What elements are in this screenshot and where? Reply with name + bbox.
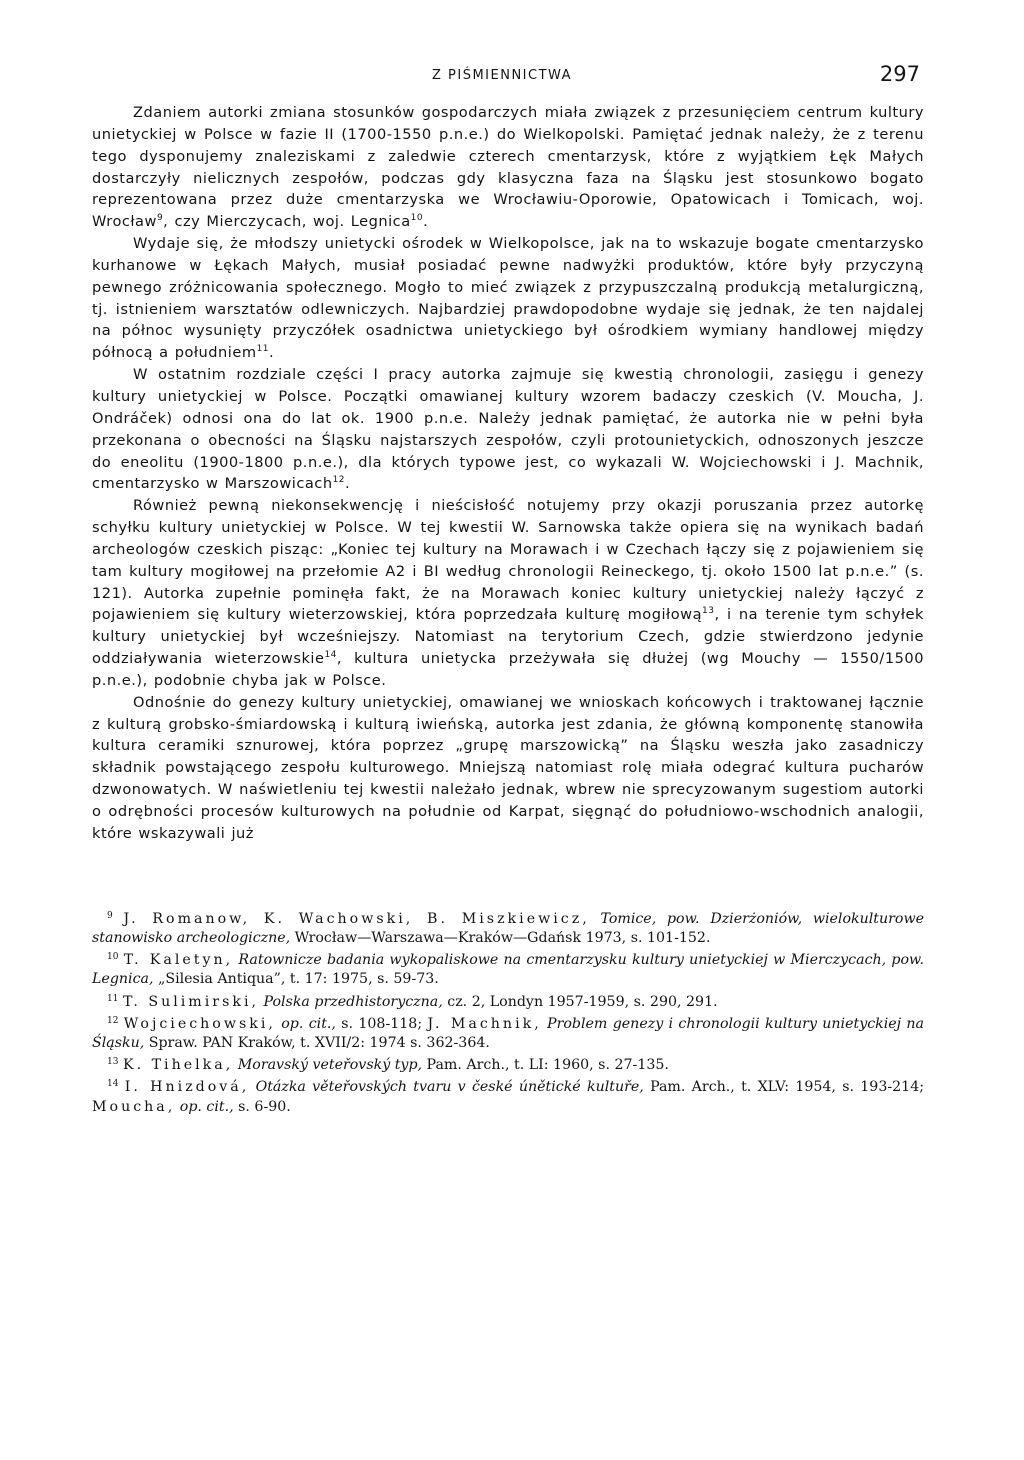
footnote-reference: 10: [410, 213, 424, 224]
footnote-text: op. cit.,: [275, 1015, 336, 1032]
footnote-text: cz. 2, Londyn 1957-1959, s. 290, 291.: [442, 993, 718, 1010]
footnote-text: J. Machnik,: [427, 1015, 542, 1032]
paragraph: [92, 102, 924, 233]
footnote-number: 10: [107, 952, 119, 963]
footnote-text: Wojciechowski,: [123, 1015, 276, 1032]
footnotes: [92, 907, 924, 1117]
footnote-text: Otázka větеřovských tvaru v české únětické kultuře,: [249, 1079, 644, 1096]
footnote-text: T. Kaletyn,: [123, 952, 234, 969]
footnote-text: Ratownicze badania wykopaliskowe na cmentarzysku kultury unietyckiej w Mierczycach, pow. Legnica,: [92, 952, 924, 988]
paragraph: [92, 364, 924, 495]
footnote-text: Tomice, pow. Dzierżoniów, wielokulturowe stanowisko archeologiczne,: [92, 910, 924, 946]
paragraph: [92, 692, 924, 845]
footnote-text: Polska przedhistoryczna,: [259, 993, 443, 1010]
footnote-text: „Silesia Antiqua”, t. 17: 1975, s. 59-73.: [153, 971, 439, 988]
text-run: Wydaje się, że młodszy unietycki ośrodek w Wielkopolsce, jak na to wskazuje bogate cmentarzysko kurhanowe w Łękach Małych, musiał posiadać pewne nadwyżki produktów, które były przyczyną pewnego zróżnicowania społecznego. Mogło to mieć związek z przypuszczalną produkcją metalurgiczną, tj. istnieniem warsztatów odlewniczych. Najbardziej prawdopodobne wydaje się jednak, że ten najdalej na północ wysunięty przyczółek osadnictwa unietyckiego był ośrodkiem wymiany handlowej między północą a południem: [92, 235, 924, 362]
text-run: .: [423, 213, 429, 231]
footnote-text: I. Hnizdová,: [124, 1079, 250, 1096]
footnote-text: T. Sulimirski,: [122, 993, 259, 1010]
footnote-reference: 12: [332, 475, 346, 486]
text-run: .: [269, 344, 275, 362]
text-run: Zdaniem autorki zmiana stosunków gospodarczych miała związek z przesunięciem centrum kultury unietyckiej w Polsce w fazie II (1700-1550 p.n.e.) do Wielkopolski. Pamiętać jednak należy, że z terenu tego dysponujemy znaleziskami z zaledwie czterech cmentarzysk, które z wyjątkiem Łęk Małych dostarczyły nielicznych zespołów, podczas gdy klasyczna faza na Śląsku jest stosunkowo bogato reprezentowana przez duże cmentarzyska we Wrocławiu-Oporowie, Opatowicach i Tomicach, woj. Wrocław: [92, 104, 924, 231]
text-run: W ostatnim rozdziale części I pracy autorka zajmuje się kwestią chronologii, zasięgu i genezy kultury unietyckiej w Polsce. Początki omawianej kultury wzorem badaczy czeskich (V. Moucha, J. Ondráček) odnosi ona do lat ok. 1900 p.n.e. Należy jednak pamiętać, że autorka nie w pełni była przekonana o obecności na Śląsku najstarszych zespołów, czyli protounietyckich, odnoszonych jeszcze do eneolitu (1900-1800 p.n.e.), dla których typowe jest, co wykazali W. Wojciechowski i J. Machnik, cmentarzysko w Marszowicach: [92, 366, 924, 493]
paragraph: [92, 495, 924, 692]
footnote-number: 11: [107, 993, 119, 1004]
footnote-reference: 13: [702, 606, 715, 617]
footnote-number: 9: [107, 910, 113, 921]
footnote-text: Pam. Arch., t. XLV: 1954, s. 193-214;: [643, 1079, 924, 1096]
footnote-text: K. Tihelka,: [122, 1057, 234, 1074]
paragraph: [92, 233, 924, 364]
footnote-text: Wrocław—Warszawa—Kraków—Gdańsk 1973, s. 101-152.: [290, 929, 711, 946]
footnote: [92, 948, 924, 989]
text-run: .: [345, 475, 351, 493]
footnote-text: Problem genezy i chronologii kultury unietyckiej na Śląsku,: [92, 1015, 925, 1051]
text-run: Również pewną niekonsekwencję i nieścisłość notujemy przy okazji poruszania przez autorkę schyłku kultury unietyckiej w Polsce. W tej kwestii W. Sarnowska także opiera się na wynikach badań archeologów czeskich pisząc: „Koniec tej kultury na Morawach i w Czechach łączy się z pojawieniem się tam kultury mogiłowej na przełomie A2 i BI według chronologii Reineckego, tj. około 1500 lat p.n.e.” (s. 121). Autorka zupełnie pominęła fakt, że na Morawach koniec kultury unietyckiej należy łączyć z pojawieniem się kultury wieterzowskiej, która poprzedzała kulturę mogiłową: [92, 497, 924, 624]
text-run: , czy Mierczycach, woj. Legnica: [163, 213, 411, 231]
footnote-text: s. 108-118;: [335, 1015, 428, 1032]
running-head: [92, 62, 924, 102]
running-title: Z PIŚMIENNICTWA: [432, 68, 573, 83]
page: [92, 62, 924, 1117]
footnote: [92, 990, 924, 1012]
footnote-text: Pam. Arch., t. LI: 1960, s. 27-135.: [422, 1057, 669, 1074]
footnote: [92, 1075, 924, 1116]
footnote-text: Moucha,: [92, 1098, 176, 1115]
text-run: , kultura unietycka przeżywała się dłużej (wg Mouchy — 1550/1500 p.n.e.), podobnie chyba jak w Polsce.: [92, 650, 924, 689]
footnote: [92, 1053, 924, 1075]
text-run: Odnośnie do genezy kultury unietyckiej, omawianej we wnioskach końcowych i traktowanej łącznie z kulturą grobsko-śmiardowską i kulturą iwieńską, autorka jest zdania, że główną komponentę stanowiła kultura ceramiki sznurowej, która poprzez „grupę marszowicką” na Śląsku weszła jako zasadniczy składnik powstającego zespołu kulturowego. Mniejszą natomiast rolę miała odegrać kultura pucharów dzwonowatych. W naświetleniu tej kwestii należało jednak, wbrew nie sprecyzowanym sugestiom autorki o odrębności procesów kulturowych na południe od Karpat, sięgnąć do południowo-wschodnich analogii, które wskazywali już: [92, 693, 924, 842]
footnote-text: Moravský veteřovský typ,: [233, 1057, 423, 1074]
footnote: [92, 907, 924, 948]
footnote-number: 14: [107, 1079, 119, 1090]
footnote-text: J. Romanow, K. Wachowski, B. Miszkiewicz,: [123, 910, 590, 927]
footnote-text: op. cit.,: [175, 1098, 234, 1115]
footnote-text: Spraw. PAN Kraków, t. XVII/2: 1974 s. 362-364.: [144, 1034, 490, 1051]
footnote-reference: 9: [156, 213, 164, 224]
body-text: [92, 102, 924, 845]
footnote-reference: 14: [324, 650, 337, 661]
footnote: [92, 1012, 924, 1053]
footnote-text: s. 6-90.: [233, 1098, 291, 1115]
footnote-number: 13: [107, 1057, 119, 1068]
footnote-number: 12: [107, 1015, 119, 1026]
text-run: , i na terenie tym schyłek kultury unietyckiej był wcześniejszy. Natomiast na terytorium Czech, gdzie stwierdzono jedynie oddziaływania wieterzowskie: [92, 606, 924, 668]
page-number: 297: [879, 62, 920, 86]
footnote-reference: 11: [256, 344, 270, 355]
